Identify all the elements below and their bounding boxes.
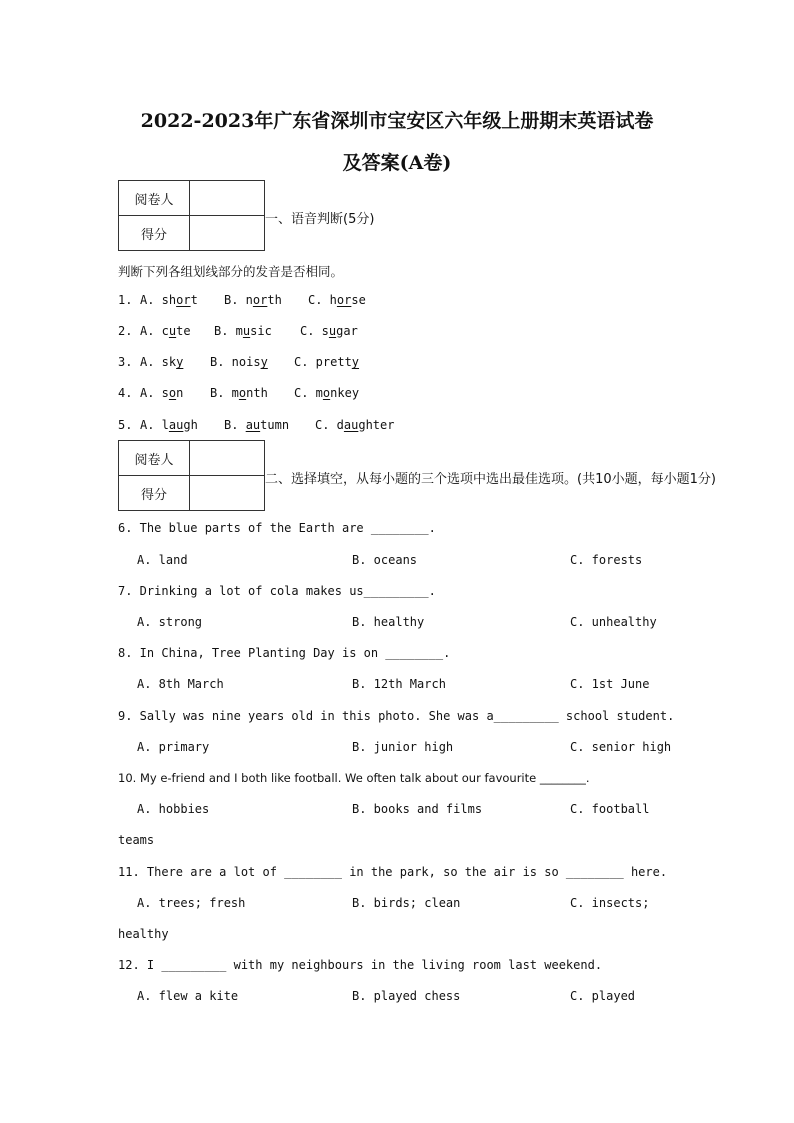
option-c: C. insects; [570,896,650,910]
underlined-segment: or [336,293,352,307]
option-c: C. football [570,802,650,816]
underlined-segment: or [176,293,191,307]
option-a: A. 8th March [137,677,224,691]
option-a: A. strong [137,615,203,629]
underlined-segment: au [168,418,184,432]
option-c: C. forests [570,553,643,567]
phonics-option-a: A. sky [140,355,184,369]
question-10: 10. My e-friend and I both like football. We often talk about our favourite ________. [118,771,590,785]
phonics-option-b: B. autumn [224,418,290,432]
question-12: 12. I _________ with my neighbours in the living room last weekend. [118,958,603,972]
underlined-segment: y [176,355,184,369]
phonics-option-b: B. north [224,293,282,307]
score-cell [190,216,265,251]
phonics-item-number: 5. [118,418,133,432]
option-a: A. hobbies [137,802,210,816]
underlined-segment: o [168,386,177,400]
question-8: 8. In China, Tree Planting Day is on ________. [118,646,451,660]
score-label: 得分 [119,476,190,511]
option-a: A. primary [137,740,210,754]
score-cell [190,476,265,511]
grader-box-section1 [118,180,265,251]
phonics-option-c: C. pretty [294,355,360,369]
phonics-option-a: A. short [140,293,198,307]
phonics-option-b: B. month [210,386,268,400]
page-title: 2022-2023年广东省深圳市宝安区六年级上册期末英语试卷 [140,110,654,132]
option-c-wrap: healthy [118,927,169,941]
underlined-segment: au [343,418,359,432]
underlined-segment: o [322,386,331,400]
phonics-option-c: C. horse [308,293,366,307]
phonics-option-a: A. laugh [140,418,198,432]
section1-heading: 一、语音判断(5分) [265,212,375,227]
option-c-wrap: teams [118,833,155,847]
reviewer-cell [190,181,265,216]
underlined-segment: y [260,355,268,369]
underlined-segment: or [252,293,268,307]
question-11: 11. There are a lot of ________ in the park, so the air is so ________ here. [118,865,668,879]
section1-instruction: 判断下列各组划线部分的发音是否相同。 [118,264,344,279]
section2-heading: 二、选择填空，从每小题的三个选项中选出最佳选项。(共10小题，每小题1分) [265,472,716,487]
underlined-segment: au [245,418,261,432]
phonics-option-c: C. monkey [294,386,360,400]
option-a: A. land [137,553,188,567]
phonics-option-c: C. sugar [300,324,358,338]
score-label: 得分 [119,216,190,251]
underlined-segment: o [238,386,247,400]
phonics-item-number: 3. [118,355,133,369]
option-b: B. books and films [352,802,483,816]
reviewer-label: 阅卷人 [119,181,190,216]
option-c: C. senior high [570,740,672,754]
phonics-option-b: B. music [214,324,272,338]
phonics-option-b: B. noisy [210,355,268,369]
phonics-item-number: 2. [118,324,133,338]
option-c: C. 1st June [570,677,650,691]
option-b: B. oceans [352,553,418,567]
option-b: B. 12th March [352,677,446,691]
question-9: 9. Sally was nine years old in this photo. She was a_________ school student. [118,709,675,723]
phonics-option-c: C. daughter [315,418,395,432]
reviewer-label: 阅卷人 [119,441,190,476]
option-c: C. played [570,989,636,1003]
underlined-segment: u [168,324,177,338]
phonics-item-number: 1. [118,293,133,307]
option-a: A. flew a kite [137,989,239,1003]
reviewer-cell [190,441,265,476]
underlined-segment: u [242,324,251,338]
option-b: B. played chess [352,989,461,1003]
underlined-segment: y [351,355,360,369]
option-b: B. birds; clean [352,896,461,910]
underlined-segment: u [328,324,337,338]
page-title-continued: 及答案(A卷) [342,152,452,174]
phonics-option-a: A. cute [140,324,191,338]
option-b: B. junior high [352,740,454,754]
question-7: 7. Drinking a lot of cola makes us_________. [118,584,436,598]
option-c: C. unhealthy [570,615,657,629]
question-6: 6. The blue parts of the Earth are ________. [118,521,436,535]
option-a: A. trees; fresh [137,896,246,910]
grader-box-section2 [118,440,265,511]
phonics-item-number: 4. [118,386,133,400]
option-b: B. healthy [352,615,425,629]
phonics-option-a: A. son [140,386,184,400]
